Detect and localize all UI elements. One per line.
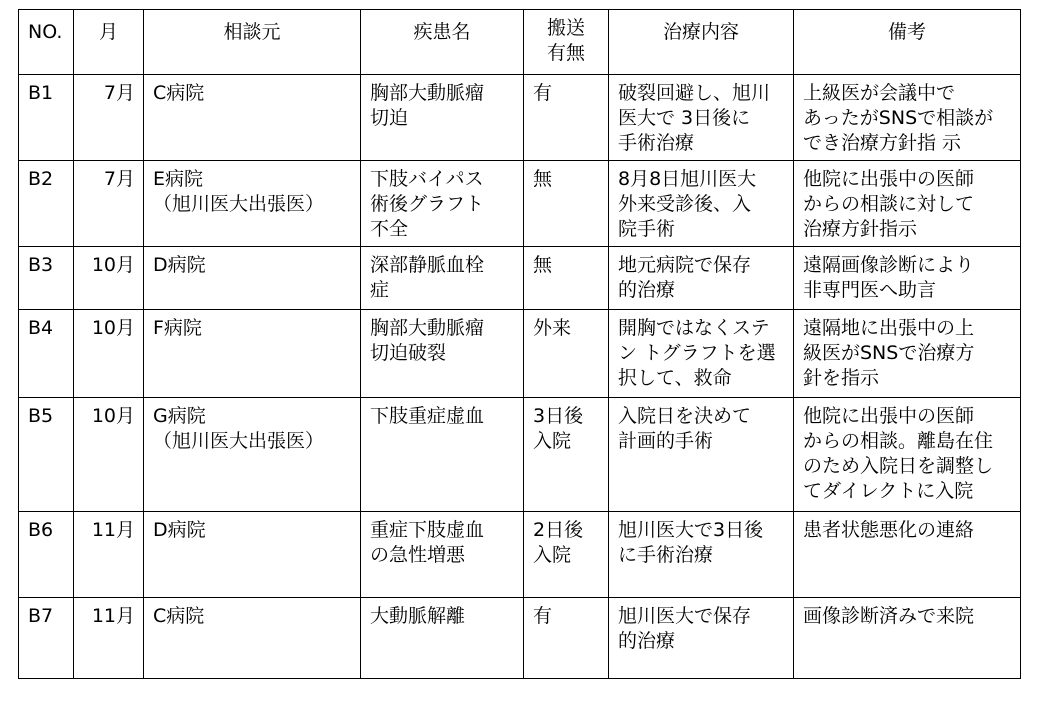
cell-treatment: 入院日を決めて 計画的手術 xyxy=(609,398,794,512)
cell-no: B3 xyxy=(19,247,74,310)
cell-disease: 下肢バイパス 術後グラフト 不全 xyxy=(361,161,524,247)
cell-month: 10月 xyxy=(74,398,144,512)
table-row xyxy=(19,512,1021,598)
cell-disease: 重症下肢虚血 の急性増悪 xyxy=(361,512,524,598)
cell-disease: 胸部大動脈瘤 切迫破裂 xyxy=(361,310,524,398)
cell-no: B6 xyxy=(19,512,74,598)
cell-treatment: 破裂回避し、旭川 医大で 3日後に 手術治療 xyxy=(609,75,794,161)
cell-no: B2 xyxy=(19,161,74,247)
cell-treatment: 開胸ではなくステ ン トグラフトを選 択して、救命 xyxy=(609,310,794,398)
cell-transport: 3日後 入院 xyxy=(524,398,609,512)
header-transport: 搬送 有無 xyxy=(524,10,609,75)
cell-month: 10月 xyxy=(74,247,144,310)
cell-month: 7月 xyxy=(74,75,144,161)
cell-disease: 大動脈解離 xyxy=(361,598,524,679)
cell-month: 7月 xyxy=(74,161,144,247)
cell-transport: 外来 xyxy=(524,310,609,398)
cell-remarks: 画像診断済みで来院 xyxy=(794,598,1021,679)
consultation-table xyxy=(18,9,1021,679)
cell-treatment: 旭川医大で3日後 に手術治療 xyxy=(609,512,794,598)
cell-remarks: 遠隔地に出張中の上 級医がSNSで治療方 針を指示 xyxy=(794,310,1021,398)
header-month: 月 xyxy=(74,10,144,75)
cell-disease: 胸部大動脈瘤 切迫 xyxy=(361,75,524,161)
cell-transport: 2日後 入院 xyxy=(524,512,609,598)
table-row xyxy=(19,247,1021,310)
cell-no: B5 xyxy=(19,398,74,512)
cell-month: 11月 xyxy=(74,512,144,598)
cell-transport: 無 xyxy=(524,247,609,310)
cell-remarks: 他院に出張中の医師 からの相談。離島在住 のため入院日を調整し てダイレクトに入院 xyxy=(794,398,1021,512)
cell-no: B1 xyxy=(19,75,74,161)
cell-remarks: 他院に出張中の医師 からの相談に対して 治療方針指示 xyxy=(794,161,1021,247)
cell-treatment: 地元病院で保存 的治療 xyxy=(609,247,794,310)
cell-remarks: 上級医が会議中で あったがSNSで相談が でき治療方針指 示 xyxy=(794,75,1021,161)
cell-consultant: C病院 xyxy=(144,75,361,161)
cell-disease: 下肢重症虚血 xyxy=(361,398,524,512)
table-header-row xyxy=(19,10,1021,75)
cell-month: 11月 xyxy=(74,598,144,679)
header-consultant: 相談元 xyxy=(144,10,361,75)
table-row xyxy=(19,310,1021,398)
cell-remarks: 患者状態悪化の連絡 xyxy=(794,512,1021,598)
table-row xyxy=(19,398,1021,512)
table-row xyxy=(19,75,1021,161)
cell-treatment: 8月8日旭川医大 外来受診後、入 院手術 xyxy=(609,161,794,247)
cell-no: B7 xyxy=(19,598,74,679)
cell-consultant: D病院 xyxy=(144,247,361,310)
header-no: NO. xyxy=(19,10,74,75)
cell-consultant: G病院 （旭川医大出張医） xyxy=(144,398,361,512)
table-row xyxy=(19,161,1021,247)
header-remarks: 備考 xyxy=(794,10,1021,75)
cell-transport: 有 xyxy=(524,75,609,161)
cell-transport: 有 xyxy=(524,598,609,679)
cell-no: B4 xyxy=(19,310,74,398)
header-disease: 疾患名 xyxy=(361,10,524,75)
cell-transport: 無 xyxy=(524,161,609,247)
cell-month: 10月 xyxy=(74,310,144,398)
cell-consultant: E病院 （旭川医大出張医） xyxy=(144,161,361,247)
cell-disease: 深部静脈血栓 症 xyxy=(361,247,524,310)
cell-consultant: D病院 xyxy=(144,512,361,598)
cell-remarks: 遠隔画像診断により 非専門医へ助言 xyxy=(794,247,1021,310)
cell-consultant: C病院 xyxy=(144,598,361,679)
header-treatment: 治療内容 xyxy=(609,10,794,75)
cell-consultant: F病院 xyxy=(144,310,361,398)
cell-treatment: 旭川医大で保存 的治療 xyxy=(609,598,794,679)
table-row xyxy=(19,598,1021,679)
